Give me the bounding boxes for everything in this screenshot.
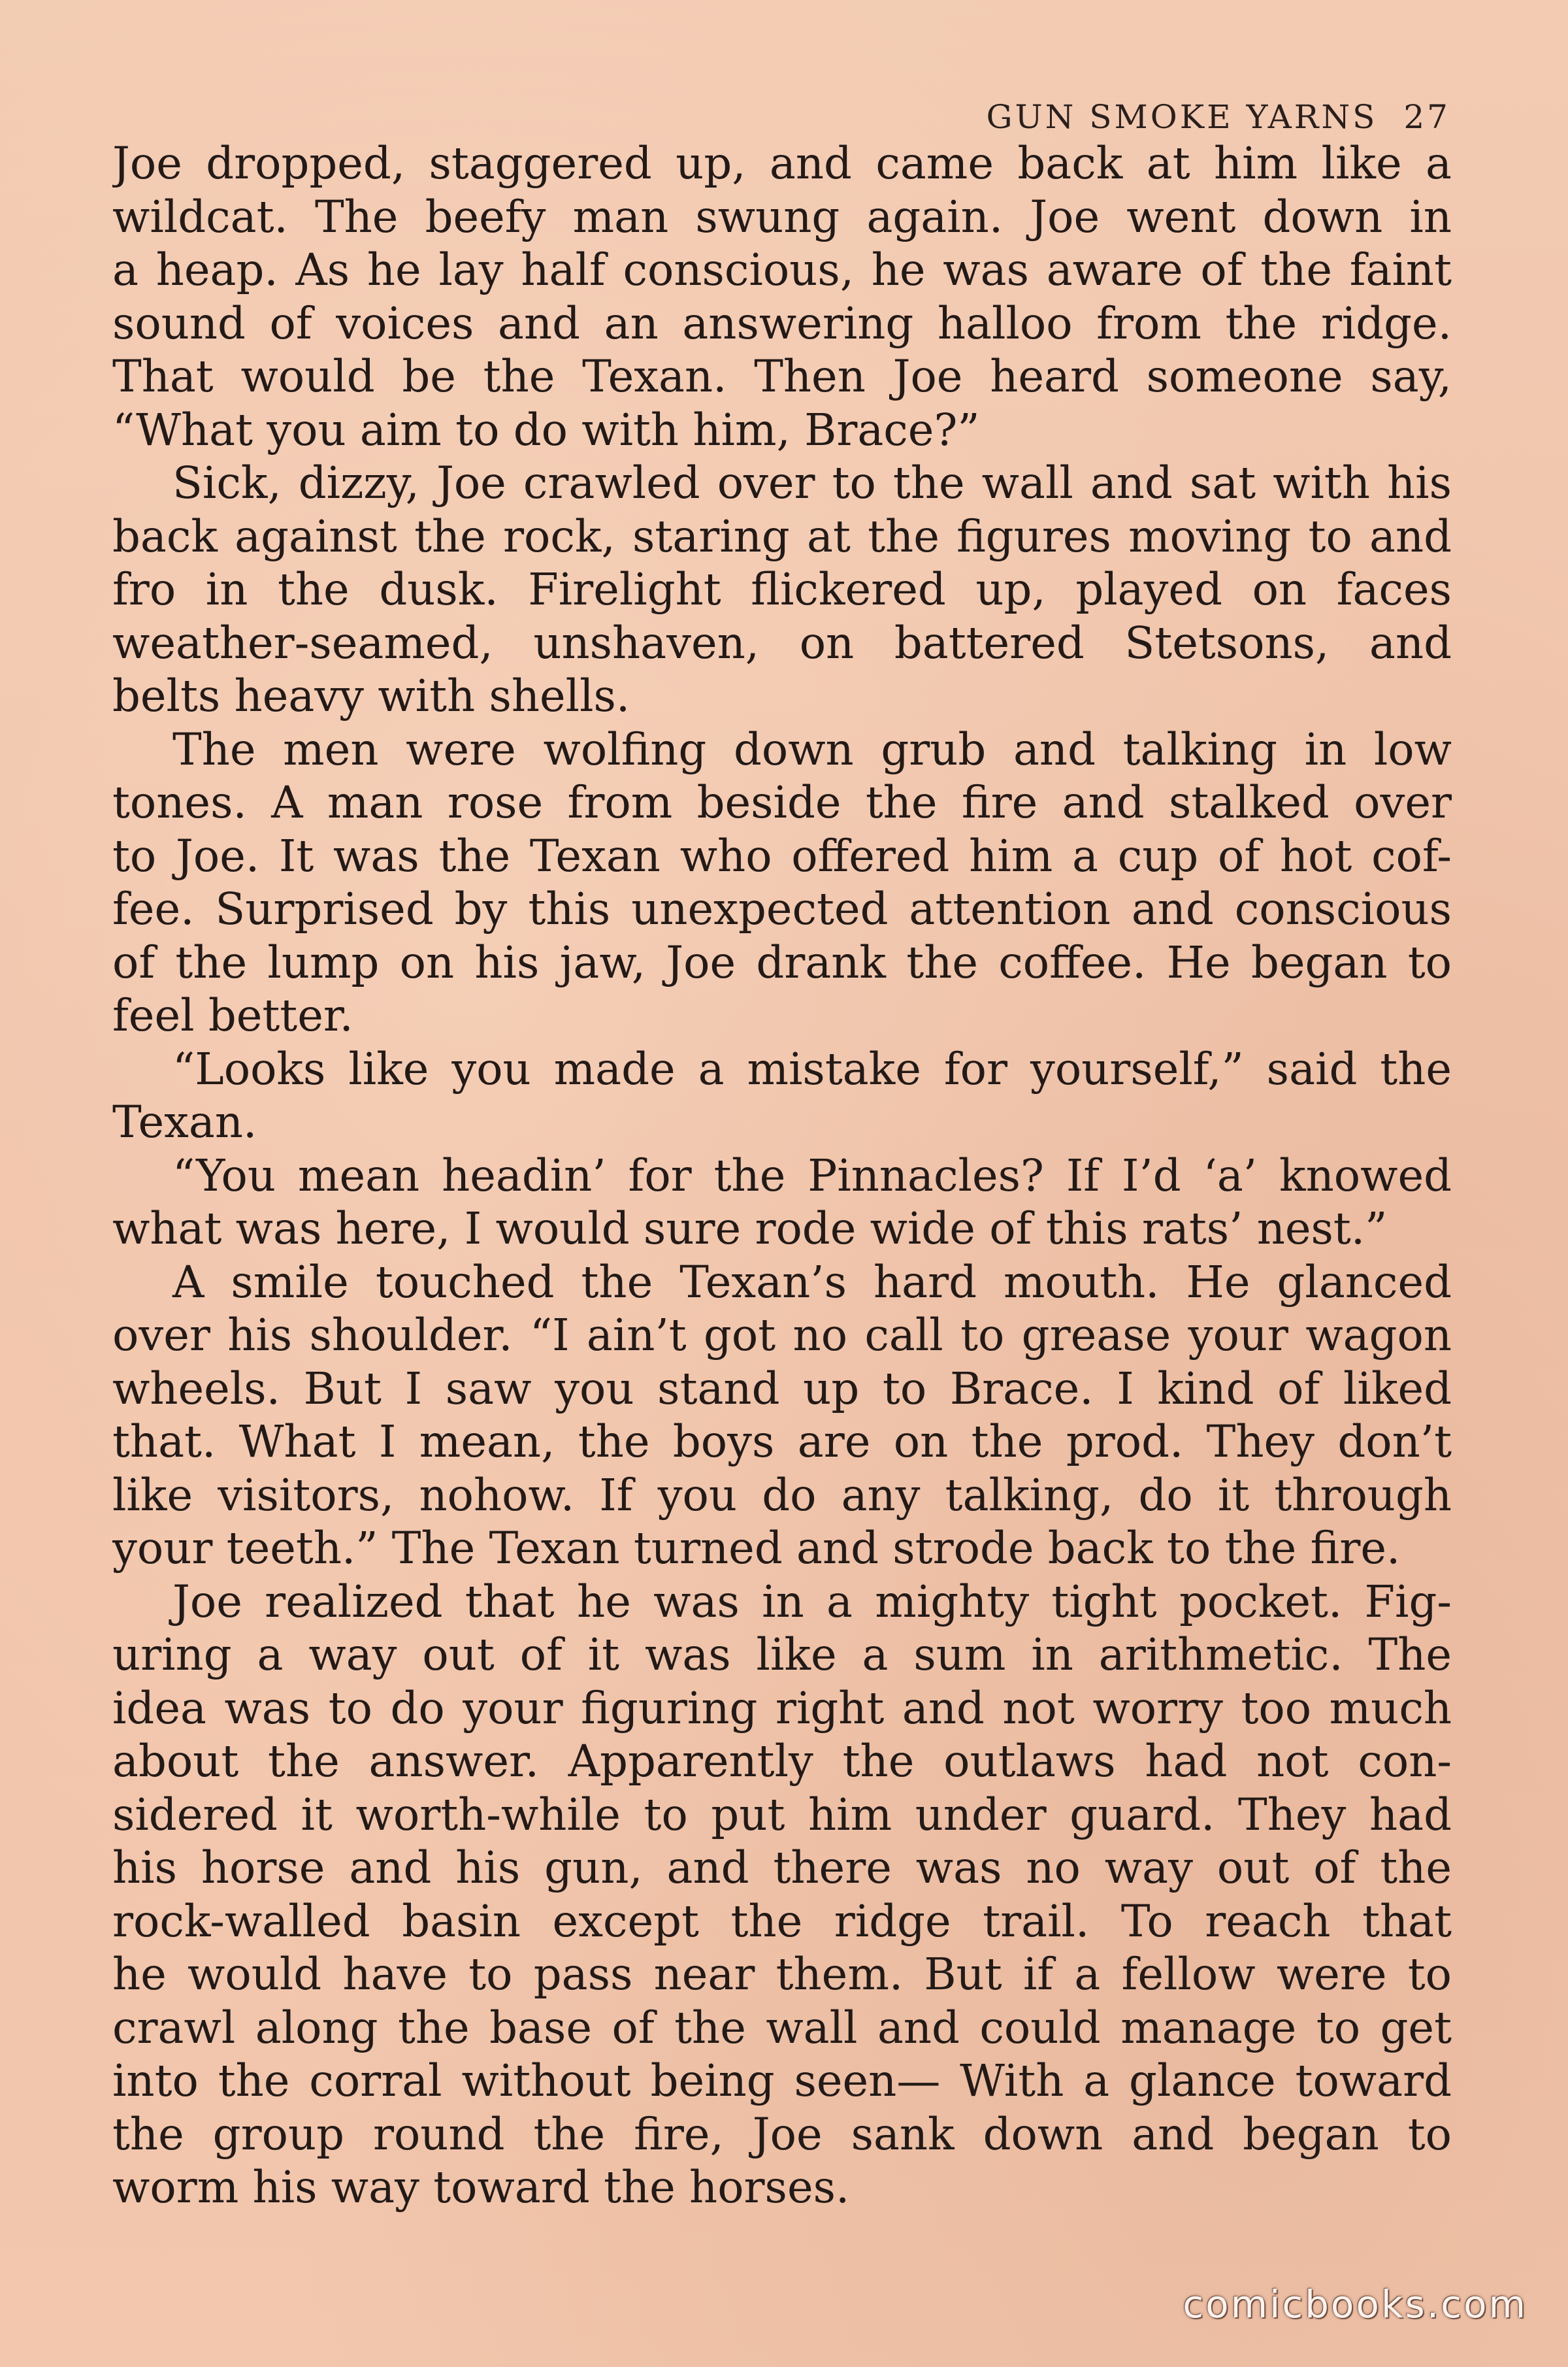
text-line: his horse and his gun, and there was no way out of the [112,1842,1452,1893]
text-line: weather-seamed, unshaven, on battered Stetsons, and [112,617,1452,669]
text-line: The men were wolfing down grub and talking in low [172,723,1452,775]
text-line: fee. Surprised by this unexpected attention and conscious [112,884,1452,935]
text-line: a heap. As he lay half conscious, he was aware of the faint [112,244,1452,295]
text-line: That would be the Texan. Then Joe heard someone say, [112,351,1452,402]
text-line: “You mean headin’ for the Pinnacles? If I’d ‘a’ knowed [172,1150,1452,1201]
text-line: back against the rock, staring at the figures moving to and [112,510,1452,562]
text-line: your teeth.” The Texan turned and strode back to the fire. [112,1523,1401,1574]
text-line: tones. A man rose from beside the fire and stalked over [112,777,1452,828]
text-line: rock-walled basin except the ridge trail. To reach that [112,1895,1452,1947]
text-line: Sick, dizzy, Joe crawled over to the wall and sat with his [172,457,1452,508]
text-line: the group round the fire, Joe sank down and began to [112,2108,1452,2160]
text-line: over his shoulder. “I ain’t got no call to grease your wagon [112,1310,1452,1361]
text-line: wildcat. The beefy man swung again. Joe went down in [112,191,1452,242]
running-head [895,98,1450,136]
page-number: 27 [1403,98,1450,136]
text-line: worm his way toward the horses. [112,2162,850,2213]
text-line: “What you aim to do with him, Brace?” [112,404,980,455]
body-text [112,137,1452,2215]
text-line: about the answer. Apparently the outlaws had not con- [112,1736,1452,1787]
text-line: feel better. [112,990,353,1041]
text-line: sound of voices and an answering halloo from the ridge. [112,297,1452,349]
text-line: like visitors, nohow. If you do any talking, do it through [112,1469,1452,1521]
text-line: into the corral without being seen— With a glance toward [112,2055,1452,2106]
text-line: crawl along the base of the wall and could manage to get [112,2002,1452,2053]
text-line: “Looks like you made a mistake for yourself,” said the [172,1043,1452,1095]
text-line: A smile touched the Texan’s hard mouth. He glanced [172,1256,1452,1308]
text-line: idea was to do your figuring right and not worry too much [112,1682,1452,1734]
text-line: that. What I mean, the boys are on the prod. They don’t [112,1416,1452,1467]
watermark-text: comicbooks.com [1183,2282,1527,2326]
text-line: Joe dropped, staggered up, and came back at him like a [112,138,1452,189]
text-line: what was here, I would sure rode wide of this rats’ nest.” [112,1203,1388,1254]
text-line: to Joe. It was the Texan who offered him a cup of hot cof- [112,830,1452,882]
text-line: he would have to pass near them. But if a fellow were to [112,1949,1452,2000]
text-line: belts heavy with shells. [112,670,630,721]
text-line: uring a way out of it was like a sum in arithmetic. The [112,1629,1452,1680]
text-line: wheels. But I saw you stand up to Brace. I kind of liked [112,1363,1452,1414]
text-line: sidered it worth-while to put him under guard. They had [112,1789,1452,1840]
text-line: Joe realized that he was in a mighty tight pocket. Fig- [172,1576,1452,1627]
running-head-title: GUN SMOKE YARNS [986,98,1378,136]
text-line: Texan. [112,1097,257,1148]
text-line: fro in the dusk. Firelight flickered up, played on faces [112,564,1452,615]
text-line: of the lump on his jaw, Joe drank the coffee. He began to [112,936,1452,988]
